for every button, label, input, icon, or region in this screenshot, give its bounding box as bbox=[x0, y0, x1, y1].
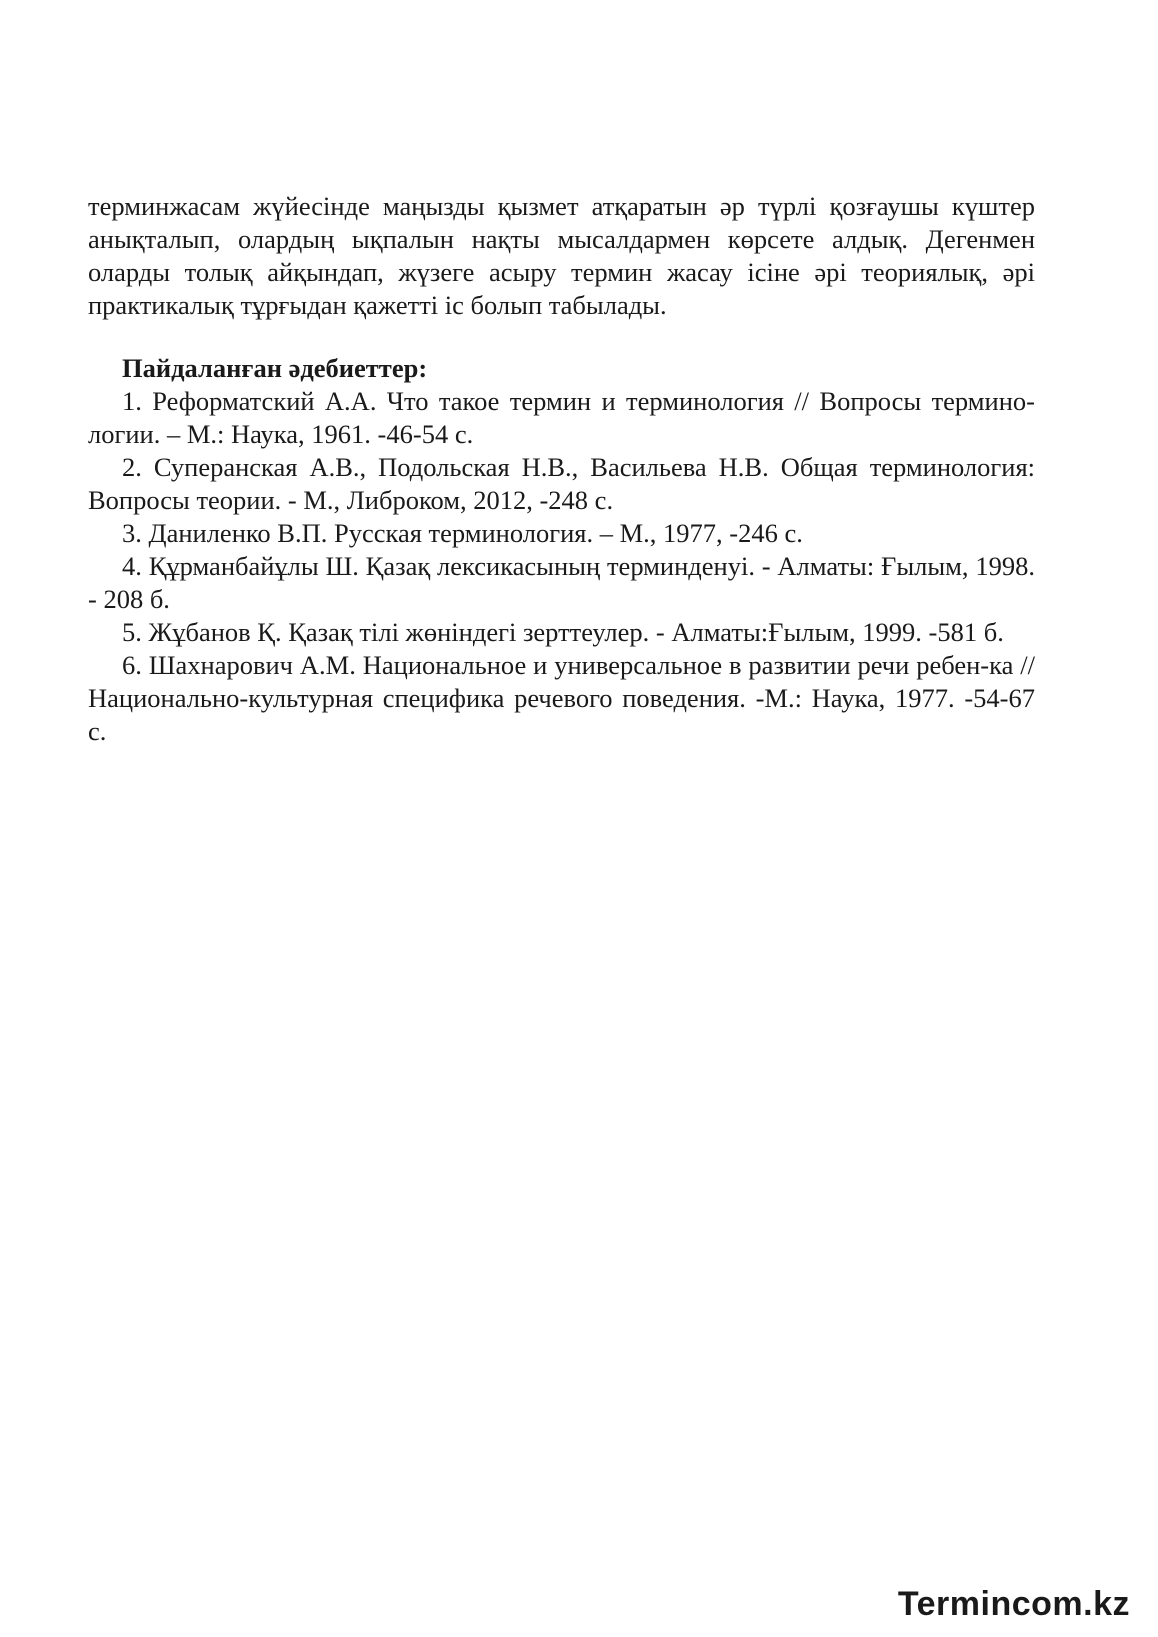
reference-item: 3. Даниленко В.П. Русская терминология. – М., 1977, -246 с. bbox=[122, 518, 803, 548]
reference-item: 2. Суперанская А.В., Подольская Н.В., Васильева Н.В. Общая терминология: Вопросы теории. - М., Либроком, 2012, -248 с. bbox=[88, 452, 1035, 515]
reference-item: 6. Шахнарович А.М. Национальное и универсальное в развитии речи ребен-ка // Национально-культурная специфика речевого поведения. -М.: Наука, 1977. -54-67 с. bbox=[88, 650, 1035, 746]
document-page bbox=[88, 190, 1035, 748]
reference-item: 5. Жұбанов Қ. Қазақ тілі жөніндегі зерттеулер. - Алматы:Ғылым, 1999. -581 б. bbox=[122, 617, 1004, 647]
reference-item: 1. Реформатский А.А. Что такое термин и терминология // Вопросы термино-логии. – М.: Наука, 1961. -46-54 с. bbox=[88, 386, 1035, 449]
reference-item: 4. Құрманбайұлы Ш. Қазақ лексикасының терминденуі. - Алматы: Ғылым, 1998. - 208 б. bbox=[88, 551, 1035, 614]
body-paragraph: терминжасам жүйесінде маңызды қызмет атқаратын әр түрлі қозғаушы күштер анықталып, олардың ықпалын нақты мысалдармен көрсете алдық. Дегенмен оларды толық айқындап, жүзеге асыру термин жасау ісіне әрі теориялық, әрі практикалық тұрғыдан қажетті іс болып табылады. bbox=[88, 191, 1035, 320]
logo-text: Termincom.kz bbox=[897, 1584, 1130, 1623]
references-heading: Пайдаланған әдебиеттер: bbox=[122, 353, 428, 383]
termincom-logo bbox=[898, 1586, 1130, 1623]
references-list bbox=[88, 385, 1035, 748]
